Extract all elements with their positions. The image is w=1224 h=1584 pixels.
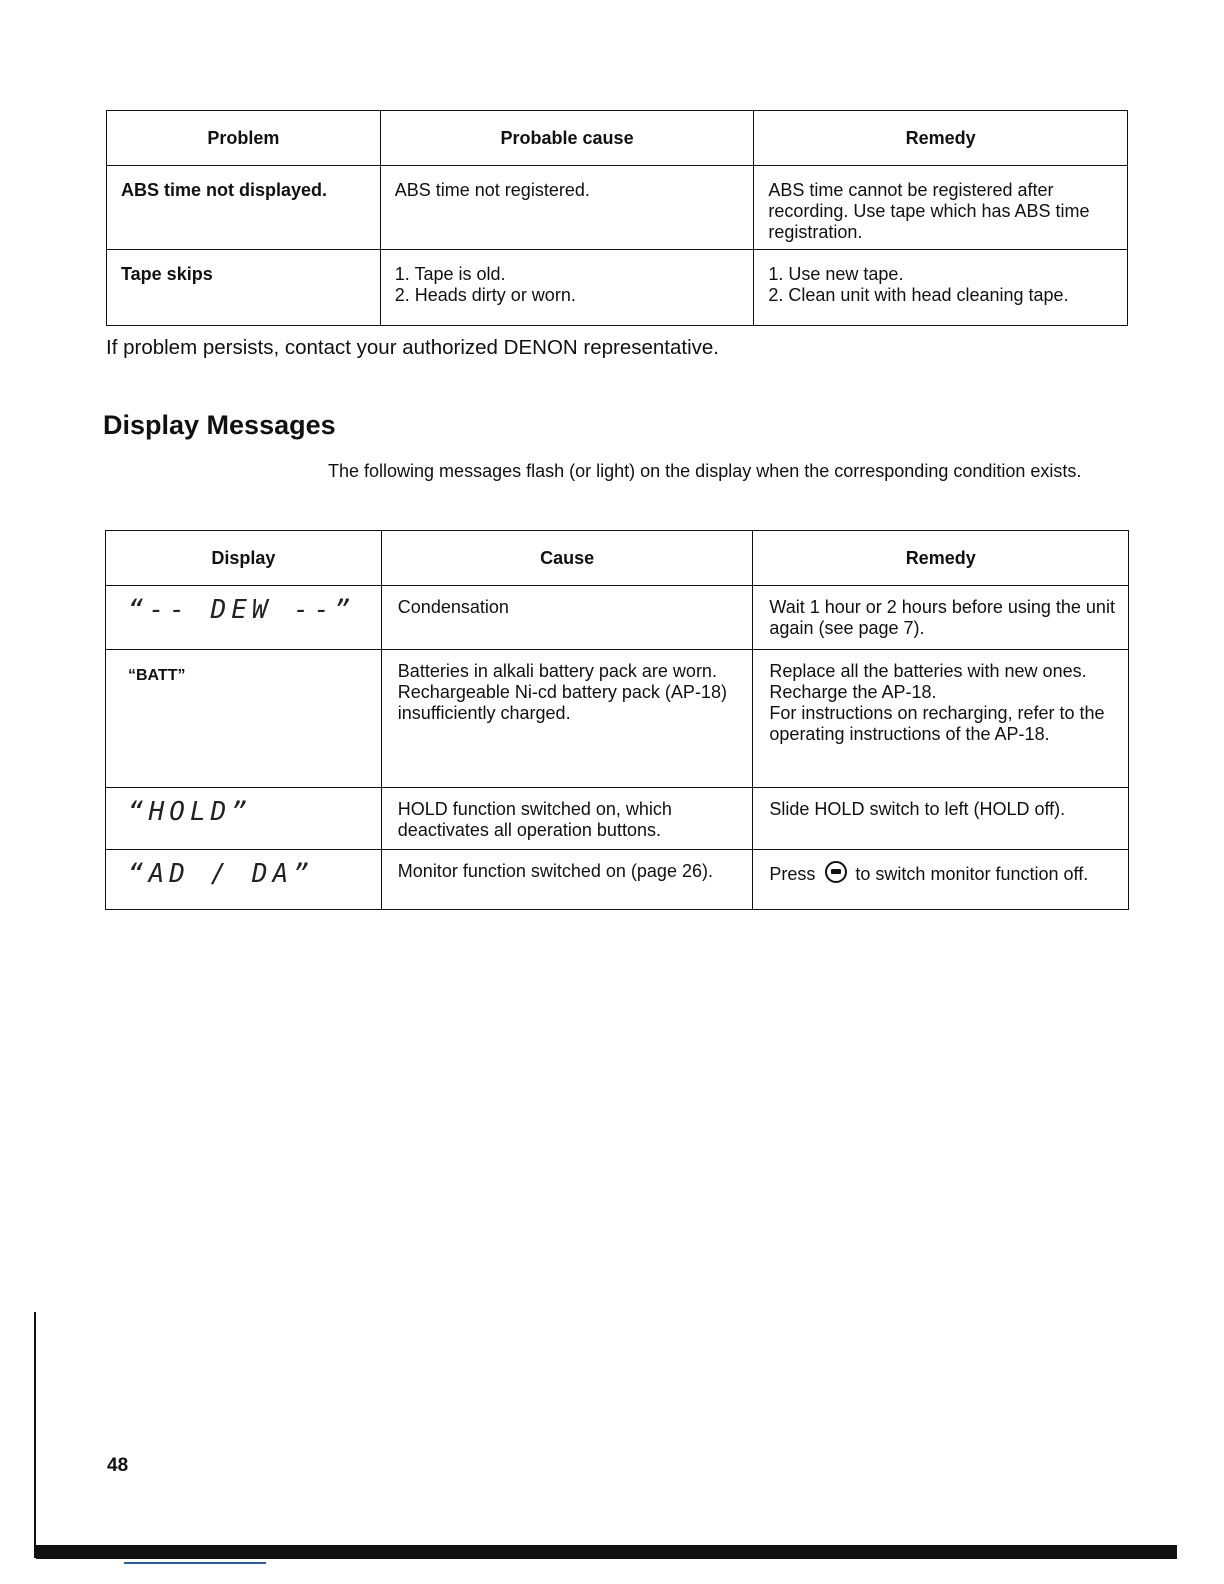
header-problem: Problem: [107, 111, 381, 166]
display-cell: [106, 788, 382, 850]
remedy-line: Replace all the batteries with new ones.: [769, 661, 1087, 681]
remedy-line: Recharge the AP-18.: [769, 682, 937, 702]
table-row: [106, 650, 1129, 788]
table-row: [107, 166, 1128, 250]
left-rule: [34, 1312, 36, 1558]
cause-cell: Monitor function switched on (page 26).: [381, 850, 753, 910]
persist-note: If problem persists, contact your authorized DENON representative.: [106, 336, 719, 359]
remedy-cell: Slide HOLD switch to left (HOLD off).: [753, 788, 1129, 850]
lcd-message: “HOLD”: [128, 797, 252, 827]
header-display: Display: [106, 531, 382, 586]
lcd-message: “-- DEW --”: [128, 595, 356, 625]
remedy-item: 2. Clean unit with head cleaning tape.: [768, 285, 1117, 306]
remedy-item: 1. Use new tape.: [768, 264, 1117, 285]
remedy-cell: [754, 250, 1128, 326]
cause-line: Batteries in alkali battery pack are worn.: [397, 661, 717, 681]
monitor-button-icon: [825, 861, 847, 883]
page-number: 48: [107, 1455, 129, 1476]
table-row: [107, 250, 1128, 326]
section-heading: Display Messages: [103, 410, 336, 440]
remedy-cell: Wait 1 hour or 2 hours before using the unit again (see page 7).: [753, 586, 1129, 650]
troubleshooting-table: [106, 110, 1128, 326]
table-row: [106, 850, 1129, 910]
cause-cell: [381, 650, 753, 788]
remedy-cell: [753, 650, 1129, 788]
table-header-row: [106, 531, 1129, 586]
table-header-row: [107, 111, 1128, 166]
remedy-line: For instructions on recharging, refer to the operating instructions of the AP-18.: [769, 703, 1105, 744]
intro-text: The following messages flash (or light) on the display when the corresponding condition exists.: [328, 461, 1082, 481]
lcd-message: “AD / DA”: [128, 859, 314, 889]
cause-line: Rechargeable Ni-cd battery pack (AP-18) insufficiently charged.: [397, 682, 727, 723]
header-remedy: Remedy: [754, 111, 1128, 166]
cause-cell: ABS time not registered.: [380, 166, 754, 250]
cause-item: 1. Tape is old.: [395, 264, 744, 285]
display-cell: [106, 850, 382, 910]
remedy-cell: [753, 850, 1129, 910]
display-messages-table: [105, 530, 1129, 910]
header-cause: Cause: [381, 531, 753, 586]
cause-cell: [380, 250, 754, 326]
cause-cell: HOLD function switched on, which deactivates all operation buttons.: [381, 788, 753, 850]
problem-cell: Tape skips: [107, 250, 381, 326]
bottom-bar: [36, 1545, 1177, 1559]
remedy-suffix: to switch monitor function off.: [855, 864, 1089, 884]
display-cell: [106, 586, 382, 650]
remedy-cell: ABS time cannot be registered after recording. Use tape which has ABS time registration.: [754, 166, 1128, 250]
problem-cell: ABS time not displayed.: [107, 166, 381, 250]
header-probable-cause: Probable cause: [380, 111, 754, 166]
cause-item: 2. Heads dirty or worn.: [395, 285, 744, 306]
display-cell: [106, 650, 382, 788]
table-row: [106, 586, 1129, 650]
table-row: [106, 788, 1129, 850]
footer-underline: [124, 1562, 266, 1564]
header-remedy: Remedy: [753, 531, 1129, 586]
cause-cell: Condensation: [381, 586, 753, 650]
remedy-prefix: Press: [769, 864, 816, 884]
batt-message: “BATT”: [128, 667, 186, 684]
